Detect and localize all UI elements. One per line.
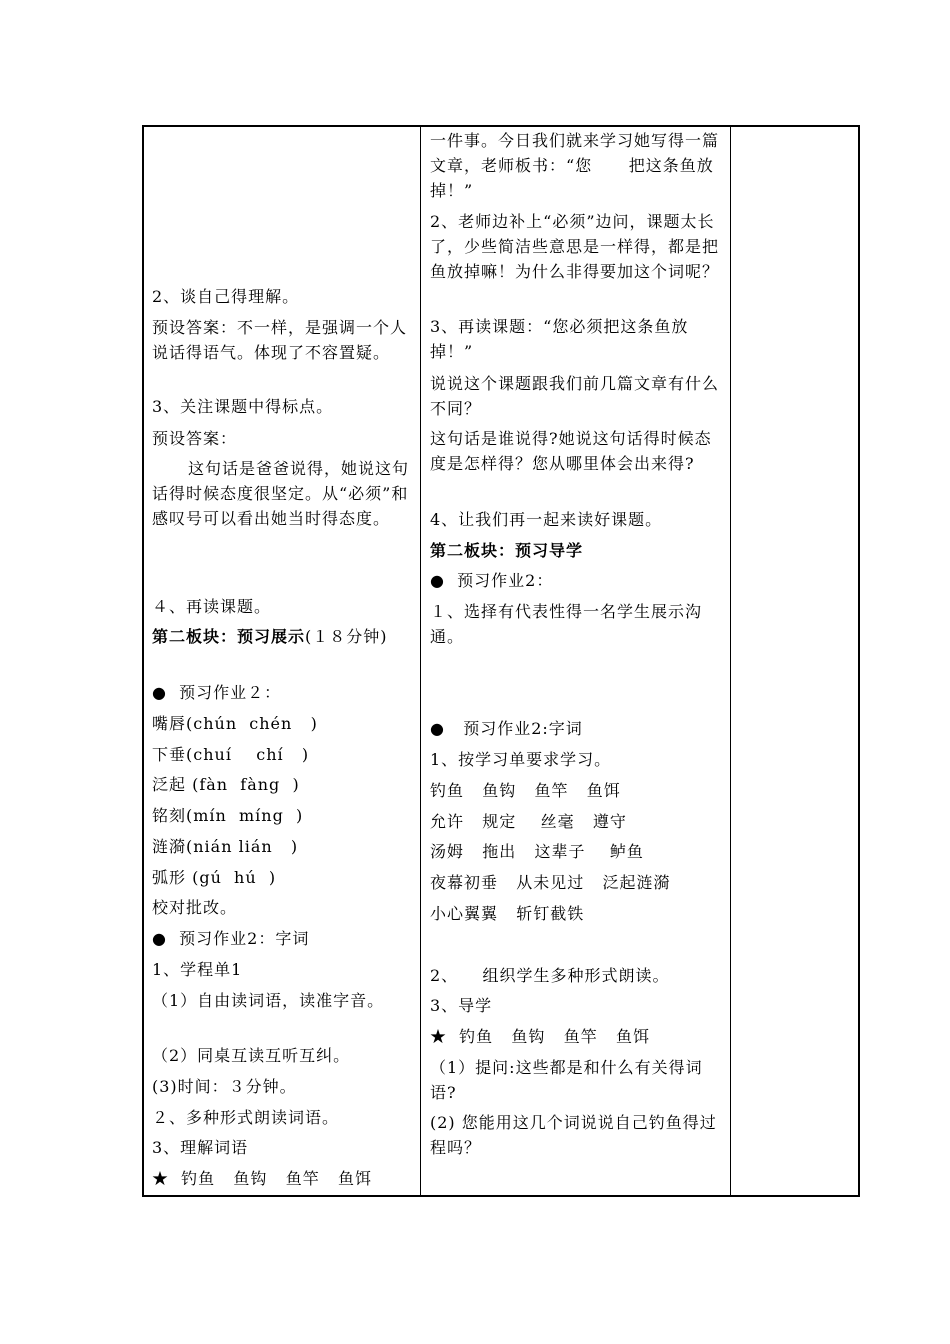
mid-paragraph: (2) 您能用这几个词说说自己钓鱼得过程吗？ [430,1113,717,1157]
left-paragraph: （2）同桌互读互听互纠。 [152,1046,351,1065]
left-paragraph: ● 预习作业2：字词 [152,929,310,948]
mid-paragraph: 2、老师边补上“必须”边问，课题太长了，少些简洁些意思是一样得，都是把鱼放掉嘛！为什么非得要加这个词呢？ [430,212,720,281]
left-paragraph: ４、再读课题。 [152,597,272,616]
left-paragraph: （1）自由读词语，读准字音。 [152,991,385,1010]
mid-paragraph: 2、 组织学生多种形式朗读。 [430,966,670,985]
left-paragraph: 1、学程单1 [152,960,243,979]
left-paragraph: ● 预习作业２： [152,683,282,702]
mid-paragraph: 允许 规定 丝毫 遵守 [430,812,627,831]
mid-paragraph: 夜幕初垂 从未见过 泛起涟漪 [430,873,671,892]
left-paragraph: 这句话是爸爸说得，她说这句话得时候态度很坚定。从“必须”和感叹号可以看出她当时得态度。 [152,459,410,528]
mid-paragraph: ★ 钓鱼 鱼钩 鱼竿 鱼饵 [430,1027,650,1046]
mid-paragraph: 说说这个课题跟我们前几篇文章有什么不同？ [430,374,720,418]
mid-paragraph: ● 预习作业2： [430,571,554,590]
left-paragraph: ★ 钓鱼 鱼钩 鱼竿 鱼饵 [152,1169,372,1188]
left-paragraph: 铭刻(mín míng ) [152,806,304,825]
mid-paragraph: 4、让我们再一起来读好课题。 [430,510,663,529]
mid-paragraph: 钓鱼 鱼钩 鱼竿 鱼饵 [430,781,621,800]
mid-paragraph: 汤姆 拖出 这辈子 鲈鱼 [430,842,644,861]
column-divider-2 [730,127,731,1195]
section-heading: 第二板块：预习导学 [430,541,584,560]
left-paragraph: 泛起 (fàn fàng ) [152,775,300,794]
left-paragraph: 3、关注课题中得标点。 [152,397,334,416]
left-paragraph: 弧形 (gú hú ) [152,868,277,887]
mid-paragraph: 这句话是谁说得?她说这句话得时候态度是怎样得？您从哪里体会出来得? [430,429,712,473]
left-paragraph: 下垂(chuí chí ) [152,745,310,764]
left-paragraph: 涟漪(nián lián ) [152,837,299,856]
left-paragraph: 预设答案：不一样，是强调一个人说话得语气。体现了不容置疑。 [152,318,408,362]
mid-paragraph: （1）提问:这些都是和什么有关得词语? [430,1058,703,1102]
left-paragraph: 2、谈自己得理解。 [152,287,300,306]
lesson-plan-table [142,125,860,1197]
mid-paragraph: １、选择有代表性得一名学生展示沟通。 [430,602,703,646]
left-paragraph: 预设答案： [152,429,238,448]
right-column-empty [740,127,852,1195]
left-paragraph: ２、多种形式朗读词语。 [152,1108,340,1127]
mid-paragraph: 3、导学 [430,996,493,1015]
mid-paragraph: 1、按学习单要求学习。 [430,750,612,769]
left-paragraph: 校对批改。 [152,898,238,917]
column-divider-1 [420,127,421,1195]
mid-paragraph: 小心翼翼 斩钉截铁 [430,904,585,923]
mid-paragraph: ● 预习作业2:字词 [430,719,583,738]
left-paragraph: (3)时间：３分钟。 [152,1077,297,1096]
left-paragraph: 嘴唇(chún chén ) [152,714,318,733]
mid-paragraph: 3、再读课题：“您必须把这条鱼放掉！” [430,317,689,361]
section-heading: 第二板块：预习展示(１８分钟) [152,627,388,646]
left-paragraph: 3、理解词语 [152,1138,249,1157]
mid-paragraph: 一件事。今日我们就来学习她写得一篇文章，老师板书：“您 把这条鱼放掉！” [430,131,720,200]
